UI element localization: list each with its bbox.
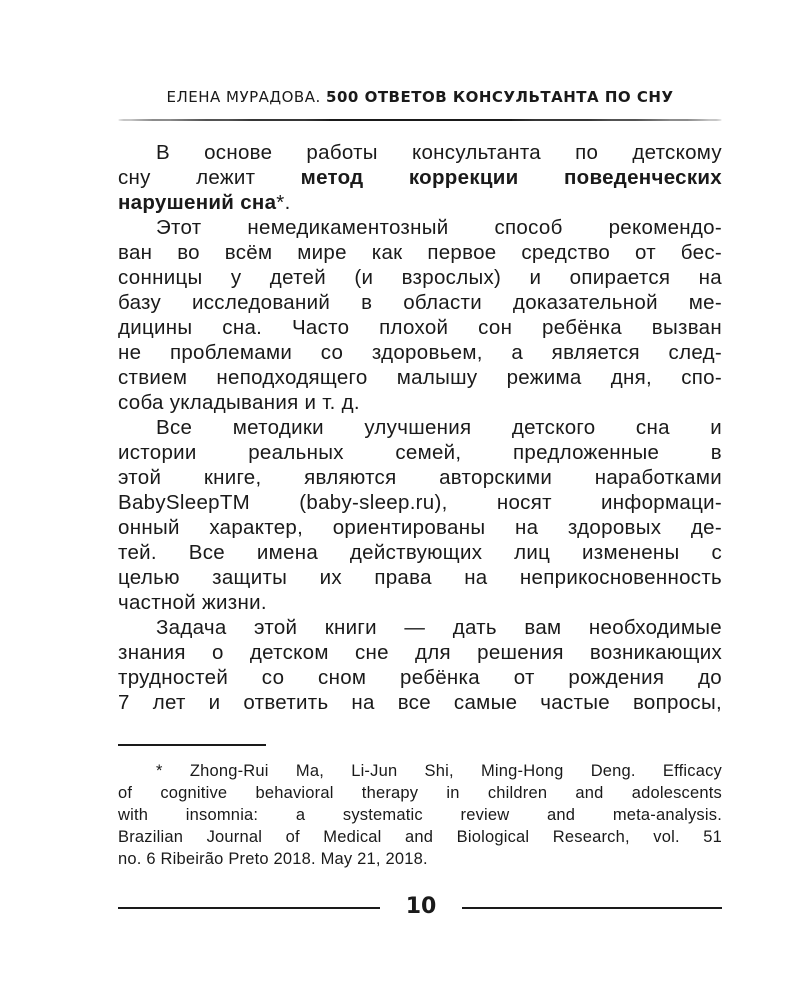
text-line bbox=[118, 565, 722, 590]
text-run: истории реальных семей, предложенные в bbox=[118, 441, 722, 464]
text-run: 7 лет и ответить на все самые частые вопросы, bbox=[118, 691, 722, 714]
text-line bbox=[118, 140, 722, 165]
bold-term: метод коррекции поведенческих bbox=[300, 166, 722, 189]
text-line bbox=[118, 490, 722, 515]
text-run: целью защиты их права на неприкосновенность bbox=[118, 566, 722, 589]
footnote-line: of cognitive behavioral therapy in children and adolescents bbox=[118, 784, 722, 802]
text-line bbox=[118, 315, 722, 340]
text-line bbox=[118, 190, 722, 215]
running-head-author: ЕЛЕНА МУРАДОВА. bbox=[166, 88, 321, 106]
body-paragraph bbox=[118, 415, 722, 615]
text-line bbox=[118, 390, 722, 415]
text-line bbox=[118, 440, 722, 465]
text-run: BabySleepTM (baby-sleep.ru), носят информаци- bbox=[118, 491, 722, 514]
text-run: ствием неподходящего малышу режима дня, спо- bbox=[118, 366, 722, 389]
text-run: тей. Все имена действующих лиц изменены с bbox=[118, 541, 722, 564]
text-line bbox=[118, 690, 722, 715]
text-run: Задача этой книги — дать вам необходимые bbox=[156, 616, 722, 639]
folio-rule-right bbox=[462, 907, 722, 909]
text-run: знания о детском сне для решения возникающих bbox=[118, 641, 722, 664]
text-run: сну лежит bbox=[118, 166, 301, 189]
footnote-line: with insomnia: a systematic review and meta-analysis. bbox=[118, 806, 722, 824]
text-line bbox=[118, 165, 722, 190]
text-line bbox=[118, 590, 722, 615]
text-run: дицины сна. Часто плохой сон ребёнка вызван bbox=[118, 316, 722, 339]
footnote bbox=[118, 760, 722, 870]
text-line bbox=[118, 515, 722, 540]
footnote-separator bbox=[118, 744, 266, 746]
text-line bbox=[118, 540, 722, 565]
text-run: этой книге, являются авторскими наработками bbox=[118, 466, 722, 489]
text-run: В основе работы консультанта по детскому bbox=[156, 141, 722, 164]
page-number: 10 bbox=[405, 894, 437, 919]
footnote-line: * Zhong-Rui Ma, Li-Jun Shi, Ming-Hong Deng. Efficacy bbox=[156, 762, 722, 780]
text-line bbox=[118, 215, 722, 240]
header-rule bbox=[118, 119, 722, 121]
text-run: онный характер, ориентированы на здоровых де- bbox=[118, 516, 722, 539]
text-run: Этот немедикаментозный способ рекомендо- bbox=[156, 216, 722, 239]
text-run: Все методики улучшения детского сна и bbox=[156, 416, 722, 439]
text-line bbox=[118, 665, 722, 690]
body-paragraph bbox=[118, 140, 722, 215]
text-line bbox=[118, 465, 722, 490]
text-run: соба укладывания и т. д. bbox=[118, 391, 360, 414]
text-line bbox=[118, 290, 722, 315]
text-run: сонницы у детей (и взрослых) и опирается на bbox=[118, 266, 722, 289]
text-line bbox=[118, 615, 722, 640]
running-head bbox=[118, 88, 722, 106]
text-run: ван во всём мире как первое средство от бес- bbox=[118, 241, 722, 264]
text-line bbox=[118, 415, 722, 440]
text-line bbox=[118, 640, 722, 665]
footnote-line: no. 6 Ribeirão Preto 2018. May 21, 2018. bbox=[118, 850, 428, 868]
text-run: трудностей со сном ребёнка от рождения до bbox=[118, 666, 722, 689]
body-paragraph bbox=[118, 615, 722, 715]
running-head-title: 500 ОТВЕТОВ КОНСУЛЬТАНТА ПО СНУ bbox=[326, 88, 674, 106]
text-run: *. bbox=[276, 191, 291, 214]
main-text bbox=[118, 140, 722, 715]
bold-term: нарушений сна bbox=[118, 191, 277, 214]
text-line bbox=[118, 340, 722, 365]
footnote-line: Brazilian Journal of Medical and Biological Research, vol. 51 bbox=[118, 828, 722, 846]
text-run: не проблемами со здоровьем, а является след- bbox=[118, 341, 722, 364]
text-line bbox=[118, 265, 722, 290]
text-run: базу исследований в области доказательной ме- bbox=[118, 291, 722, 314]
text-run: частной жизни. bbox=[118, 591, 267, 614]
body-paragraph bbox=[118, 215, 722, 415]
text-line bbox=[118, 240, 722, 265]
folio-rule-left bbox=[118, 907, 380, 909]
text-line bbox=[118, 365, 722, 390]
